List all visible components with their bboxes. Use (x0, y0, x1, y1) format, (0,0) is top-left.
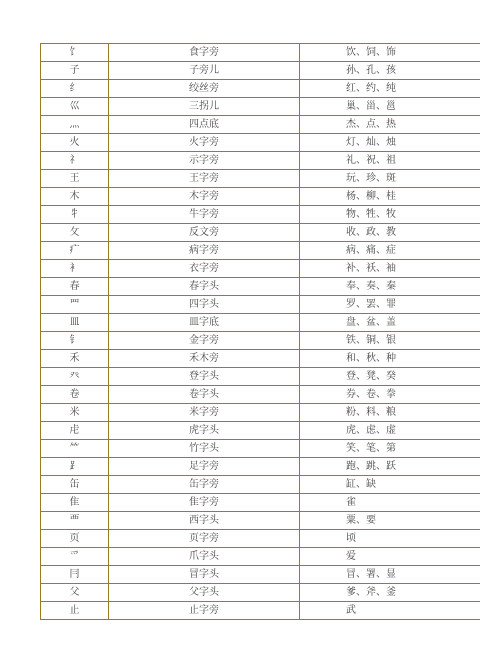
example-characters-cell: 礼、祝、祖 (300, 152, 480, 170)
radical-cell: 皿 (41, 314, 109, 332)
radical-cell: 衤 (41, 260, 109, 278)
table-row (41, 224, 480, 242)
radical-cell: 木 (41, 188, 109, 206)
example-characters-cell: 粟、要 (300, 512, 480, 530)
radical-name-cell: 页字旁 (109, 530, 300, 548)
example-characters-cell: 爱 (300, 548, 480, 566)
radical-name-cell: 登字头 (109, 368, 300, 386)
example-characters-cell: 跑、跳、跃 (300, 458, 480, 476)
table-row (41, 530, 480, 548)
table-row (41, 170, 480, 188)
radical-name-cell: 竹字头 (109, 440, 300, 458)
radical-cell: 止 (41, 602, 109, 620)
table-row (41, 152, 480, 170)
table-row (41, 602, 480, 620)
example-characters-cell: 登、凳、癸 (300, 368, 480, 386)
table-row (41, 440, 480, 458)
table-row (41, 242, 480, 260)
table-row (41, 116, 480, 134)
radical-name-cell: 卷字头 (109, 386, 300, 404)
radical-name-cell: 春字头 (109, 278, 300, 296)
radical-cell: 卷 (41, 386, 109, 404)
example-characters-cell: 和、秋、种 (300, 350, 480, 368)
radicals-table (40, 43, 480, 620)
example-characters-cell: 冒、署、显 (300, 566, 480, 584)
radical-name-cell: 牛字旁 (109, 206, 300, 224)
example-characters-cell: 缸、缺 (300, 476, 480, 494)
radical-name-cell: 四点底 (109, 116, 300, 134)
radical-cell: 缶 (41, 476, 109, 494)
radical-cell: 春 (41, 278, 109, 296)
radical-cell: 爫 (41, 548, 109, 566)
radical-cell: 禾 (41, 350, 109, 368)
table-row (41, 404, 480, 422)
radical-name-cell: 止字旁 (109, 602, 300, 620)
example-characters-cell: 券、卷、拳 (300, 386, 480, 404)
example-characters-cell: 灯、灿、烛 (300, 134, 480, 152)
example-characters-cell: 笑、笔、第 (300, 440, 480, 458)
radical-name-cell: 冒字头 (109, 566, 300, 584)
table-row (41, 80, 480, 98)
table-row (41, 44, 480, 62)
radical-cell: 钅 (41, 332, 109, 350)
table-row (41, 458, 480, 476)
table-row (41, 548, 480, 566)
table-row (41, 494, 480, 512)
radical-cell: 冃 (41, 566, 109, 584)
table-row (41, 332, 480, 350)
radical-cell: 饣 (41, 44, 109, 62)
radical-name-cell: 食字旁 (109, 44, 300, 62)
radical-name-cell: 三拐儿 (109, 98, 300, 116)
example-characters-cell: 粉、料、粮 (300, 404, 480, 422)
table-row (41, 278, 480, 296)
example-characters-cell: 盘、盆、盖 (300, 314, 480, 332)
table-row (41, 386, 480, 404)
radical-cell: 页 (41, 530, 109, 548)
radical-cell: 疒 (41, 242, 109, 260)
radical-cell: 王 (41, 170, 109, 188)
radical-name-cell: 病字旁 (109, 242, 300, 260)
example-characters-cell: 虎、虑、虚 (300, 422, 480, 440)
radical-name-cell: 皿字底 (109, 314, 300, 332)
example-characters-cell: 巢、甾、邕 (300, 98, 480, 116)
example-characters-cell: 爹、斧、釜 (300, 584, 480, 602)
table-row (41, 512, 480, 530)
radical-cell: 子 (41, 62, 109, 80)
table-row (41, 62, 480, 80)
example-characters-cell: 武 (300, 602, 480, 620)
example-characters-cell: 奉、奏、秦 (300, 278, 480, 296)
radical-name-cell: 示字旁 (109, 152, 300, 170)
table-row (41, 98, 480, 116)
radical-cell: 隹 (41, 494, 109, 512)
radical-name-cell: 木字旁 (109, 188, 300, 206)
table-row (41, 188, 480, 206)
radical-name-cell: 火字旁 (109, 134, 300, 152)
table-row (41, 422, 480, 440)
radical-cell: 牜 (41, 206, 109, 224)
radical-name-cell: 金字旁 (109, 332, 300, 350)
example-characters-cell: 雀 (300, 494, 480, 512)
example-characters-cell: 杨、柳、桂 (300, 188, 480, 206)
radical-cell: 灬 (41, 116, 109, 134)
example-characters-cell: 饮、饲、饰 (300, 44, 480, 62)
table-row (41, 566, 480, 584)
table-row (41, 584, 480, 602)
radical-name-cell: 隹字旁 (109, 494, 300, 512)
table-row (41, 368, 480, 386)
radical-cell: 父 (41, 584, 109, 602)
radical-name-cell: 米字旁 (109, 404, 300, 422)
example-characters-cell: 红、约、纯 (300, 80, 480, 98)
radicals-table-body (41, 44, 480, 620)
table-row (41, 296, 480, 314)
table-row (41, 314, 480, 332)
example-characters-cell: 罗、罢、罪 (300, 296, 480, 314)
radical-cell: ⻊ (41, 458, 109, 476)
example-characters-cell: 杰、点、热 (300, 116, 480, 134)
radical-cell: 覀 (41, 512, 109, 530)
radical-cell: 米 (41, 404, 109, 422)
radical-name-cell: 禾木旁 (109, 350, 300, 368)
radical-name-cell: 父字头 (109, 584, 300, 602)
radical-cell: 火 (41, 134, 109, 152)
example-characters-cell: 顷 (300, 530, 480, 548)
example-characters-cell: 玩、珍、斑 (300, 170, 480, 188)
example-characters-cell: 补、袄、袖 (300, 260, 480, 278)
radical-name-cell: 王字旁 (109, 170, 300, 188)
radical-name-cell: 缶字旁 (109, 476, 300, 494)
example-characters-cell: 收、政、教 (300, 224, 480, 242)
radical-name-cell: 绞丝旁 (109, 80, 300, 98)
radical-name-cell: 四字头 (109, 296, 300, 314)
radical-name-cell: 虎字头 (109, 422, 300, 440)
radical-name-cell: 衣字旁 (109, 260, 300, 278)
example-characters-cell: 孙、孔、孩 (300, 62, 480, 80)
example-characters-cell: 铁、铜、银 (300, 332, 480, 350)
table-row (41, 260, 480, 278)
example-characters-cell: 病、痛、症 (300, 242, 480, 260)
radical-cell: 虍 (41, 422, 109, 440)
table-row (41, 206, 480, 224)
table-row (41, 476, 480, 494)
radical-cell: 罒 (41, 296, 109, 314)
radical-name-cell: 西字头 (109, 512, 300, 530)
table-row (41, 350, 480, 368)
table-row (41, 134, 480, 152)
radical-name-cell: 反文旁 (109, 224, 300, 242)
radical-cell: 巛 (41, 98, 109, 116)
radical-name-cell: 子旁儿 (109, 62, 300, 80)
radical-cell: 纟 (41, 80, 109, 98)
radical-name-cell: 爪字头 (109, 548, 300, 566)
radical-cell: ⺮ (41, 440, 109, 458)
example-characters-cell: 物、牲、牧 (300, 206, 480, 224)
radical-name-cell: 足字旁 (109, 458, 300, 476)
radical-cell: 礻 (41, 152, 109, 170)
radical-cell: 癶 (41, 368, 109, 386)
radical-cell: 攵 (41, 224, 109, 242)
